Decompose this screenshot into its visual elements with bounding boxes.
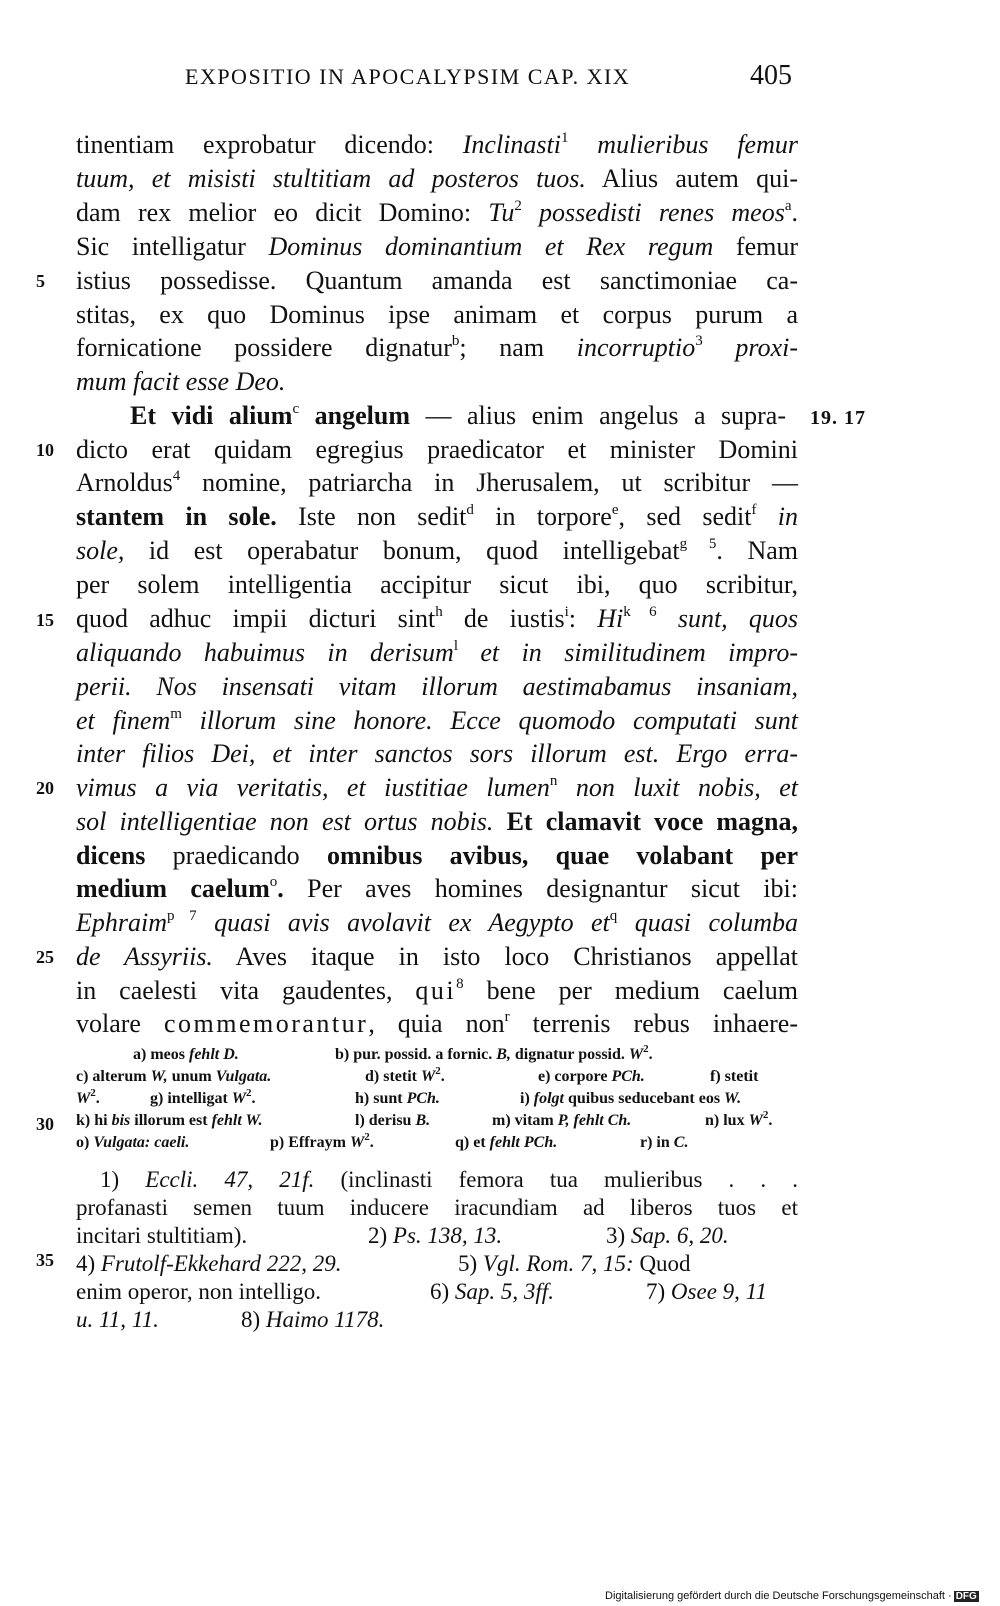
footnote-line: profanasti semen tuum inducere iracundiam ad liberos tuos et bbox=[76, 1195, 798, 1220]
apparatus-entry: n) lux $W^2$. bbox=[705, 1109, 773, 1129]
text-line: stantem in sole. Iste non sedit$^d$ in torpore$^e$, sed sedit$^f$ in bbox=[76, 502, 798, 531]
apparatus-entry: k) hi bis illorum est fehlt W. bbox=[76, 1112, 263, 1129]
text-line: dam rex melior eo dicit Domino: Tu$^2$ possedisti renes meos$^a$. bbox=[76, 198, 799, 227]
apparatus-entry: l) derisu B. bbox=[355, 1112, 431, 1129]
dfg-logo-icon: DFG bbox=[955, 1591, 977, 1602]
text-line: tuum, et misisti stultitiam ad posteros tuos. Alius autem qui- bbox=[76, 164, 798, 193]
apparatus-entry: $W^2$. bbox=[76, 1087, 100, 1107]
text-line: inter filios Dei, et inter sanctos sors illorum est. Ergo erra- bbox=[76, 739, 798, 768]
margin-verse-reference: 19. 17 bbox=[810, 407, 866, 429]
text-line: dicens praedicando omnibus avibus, quae volabant per bbox=[76, 841, 799, 870]
text-line: tinentiam exprobatur dicendo: Inclinasti$^1$ mulieribus femur bbox=[76, 130, 798, 159]
text-line: mum facit esse Deo. bbox=[76, 367, 286, 396]
apparatus-entry: e) corpore PCh. bbox=[538, 1068, 645, 1085]
footnote-line: 4) Frutolf-Ekkehard 222, 29. 5) Vgl. Rom. 7, 15: Quod bbox=[76, 1251, 691, 1276]
apparatus-entry: p) Effraym $W^2$. bbox=[270, 1131, 374, 1151]
line-number: 15 bbox=[36, 610, 54, 630]
text-line: stitas, ex quo Dominus ipse animam et corpus purum a bbox=[76, 300, 798, 329]
text-line: per solem intelligentia accipitur sicut ibi, quo scribitur, bbox=[76, 570, 798, 599]
text-line: sole, id est operabatur bonum, quod intelligebat$^{g 5}$. Nam bbox=[76, 536, 799, 565]
line-number: 25 bbox=[36, 947, 54, 967]
text-line: Sic intelligatur Dominus dominantium et Rex regum femur bbox=[76, 232, 798, 261]
text-line: fornicatione possidere dignatur$^b$; nam incorruptio$^3$ proxi- bbox=[76, 333, 798, 362]
text-line: Arnoldus$^4$ nomine, patriarcha in Jherusalem, ut scribitur — bbox=[76, 468, 798, 497]
footnote-line: u. 11, 11. 8) Haimo 1178. bbox=[76, 1307, 385, 1332]
text-line: medium caelum$^o$. Per aves homines designantur sicut ibi: bbox=[76, 874, 799, 903]
apparatus-entry: c) alterum W, unum Vulgata. bbox=[76, 1068, 272, 1085]
footnote-line: incitari stultitiam). 2) Ps. 138, 13. 3) Sap. 6, 20. bbox=[76, 1223, 729, 1248]
text-line: volare commemorantur, quia non$^r$ terrenis rebus inhaere- bbox=[76, 1009, 799, 1038]
apparatus-entry: h) sunt PCh. bbox=[355, 1090, 440, 1107]
text-line: dicto erat quidam egregius praedicator et minister Domini bbox=[76, 435, 798, 464]
apparatus-entry: a) meos fehlt D. bbox=[133, 1046, 239, 1063]
footnote-line: enim operor, non intelligo. 6) Sap. 5, 3ff. 7) Osee 9, 11 bbox=[76, 1279, 767, 1304]
apparatus-entry: f) stetit bbox=[710, 1068, 759, 1085]
line-number: 20 bbox=[36, 778, 54, 798]
apparatus-entry: o) Vulgata: caeli. bbox=[76, 1134, 190, 1151]
text-line: perii. Nos insensati vitam illorum aestimabamus insaniam, bbox=[76, 672, 798, 701]
apparatus-entry: b) pur. possid. a fornic. B, dignatur possid. $W^2$. bbox=[335, 1043, 653, 1063]
apparatus-entry: m) vitam P, fehlt Ch. bbox=[492, 1112, 632, 1129]
text-line: vimus a via veritatis, et iustitiae lumen$^n$ non luxit nobis, et bbox=[76, 773, 798, 802]
text-line: sol intelligentiae non est ortus nobis. Et clamavit voce magna, bbox=[76, 807, 798, 836]
text-line: istius possedisse. Quantum amanda est sanctimoniae ca- bbox=[76, 266, 798, 295]
line-number: 10 bbox=[36, 440, 54, 460]
text-line: et finem$^m$ illorum sine honore. Ecce quomodo computati sunt bbox=[76, 706, 799, 735]
line-number: 35 bbox=[36, 1250, 54, 1270]
apparatus-entry: i) folgt quibus seducebant eos W. bbox=[520, 1090, 742, 1107]
apparatus-entry: d) stetit $W^2$. bbox=[365, 1065, 445, 1085]
apparatus-entry: r) in C. bbox=[640, 1134, 689, 1151]
text-line: Ephraim$^{p 7}$ quasi avis avolavit ex Aegypto $et^q$ quasi columba bbox=[76, 908, 798, 937]
text-line: aliquando habuimus in derisum$^l$ et in similitudinem impro- bbox=[76, 638, 798, 667]
page-number: 405 bbox=[750, 60, 792, 91]
text-line: in caelesti vita gaudentes, qui$^8$ bene per medium caelum bbox=[76, 976, 799, 1005]
text-line: de Assyriis. Aves itaque in isto loco Christianos appellat bbox=[76, 942, 798, 971]
digitization-credit: Digitalisierung gefördert durch die Deutsche Forschungsgemeinschaft · DFG bbox=[605, 1590, 977, 1602]
footnote-line: 1) Eccli. 47, 21f. (inclinasti femora tua mulieribus . . . bbox=[100, 1167, 798, 1192]
line-number: 5 bbox=[36, 271, 45, 291]
text-line: Et vidi alium$^c$ angelum — alius enim angelus a supra- bbox=[130, 401, 786, 430]
line-number: 30 bbox=[36, 1114, 54, 1134]
apparatus-entry: q) et fehlt PCh. bbox=[455, 1134, 558, 1151]
apparatus-entry: g) intelligat $W^2$. bbox=[150, 1087, 256, 1107]
text-line: quod adhuc impii dicturi sint$^h$ de iustis$^i$: $Hi^{k 6}$ sunt, quos bbox=[76, 604, 799, 633]
running-title: EXPOSITIO IN APOCALYPSIM CAP. XIX bbox=[185, 64, 631, 89]
